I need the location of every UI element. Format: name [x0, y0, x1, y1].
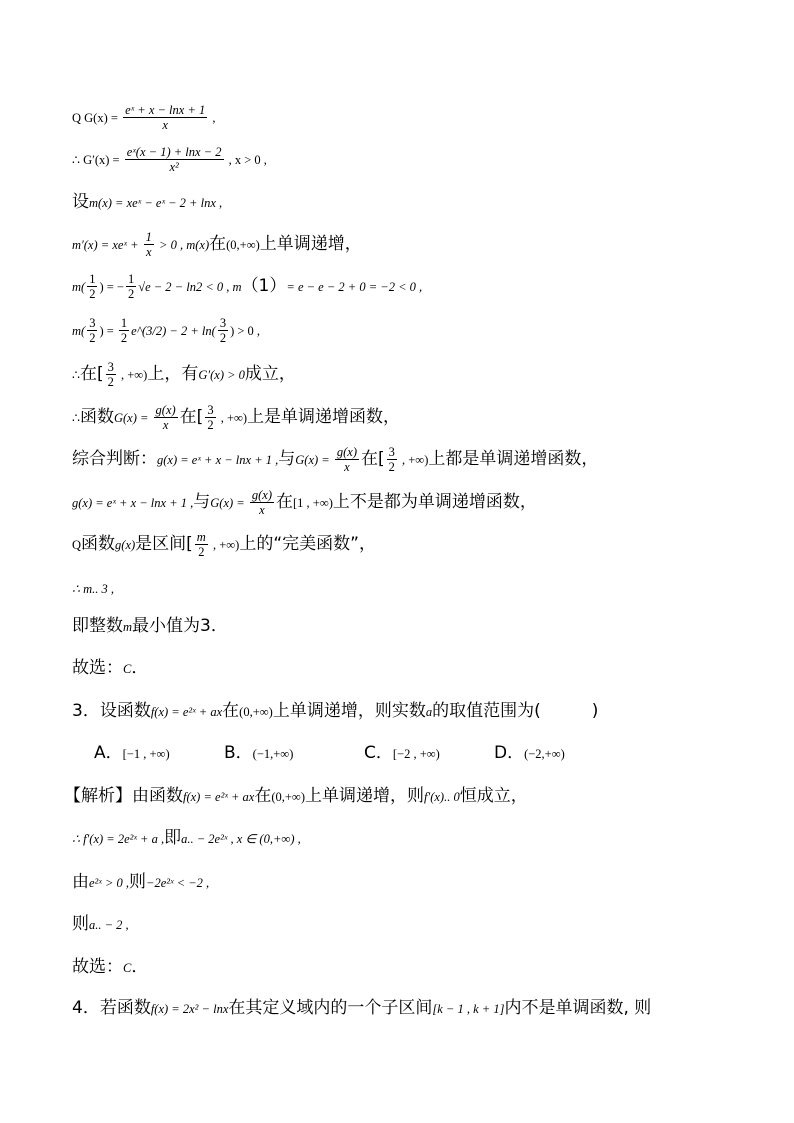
line-m-half: m( $\frac{1}{2}$ ) = − $\frac{1}{2}$ √e − 2 − ln2 < 0 , m（1）= e − e − 2 + 0 = −2 < 0 , [72, 272, 423, 301]
math-text: Q G(x) = [72, 111, 122, 125]
line-G-increasing: ∴函数G(x) = $\frac{g(x)}{x}$ 在[ $\frac{3}{2}$ , +∞)上是单调递增函数， [72, 403, 401, 432]
fraction: $\frac{\text{eˣ + x − lnx + 1}}{x}$ [125, 103, 206, 132]
question-3-options [94, 743, 565, 764]
option-d[interactable]: D．(−2,+∞) [494, 743, 565, 763]
line-answer-2: 故选：C． [72, 957, 149, 977]
solution-line-4: 则a.. − 2 , [72, 914, 129, 934]
option-c[interactable]: C．[−2 , +∞) [364, 743, 440, 763]
line-m-three-halves: m( $\frac{3}{2}$ ) = $\frac{1}{2}$ e^(3/2) − 2 + ln( $\frac{3}{2}$ ) > 0 , [72, 316, 261, 345]
line-m-ge-3: ∴ m.. 3 , [72, 582, 114, 596]
solution-line-1: 【解析】由函数f(x) = e²ˣ + ax在(0,+∞)上单调递增，则f′(x).. 0恒成立， [64, 786, 528, 806]
line-perfect-function: Q函数g(x)是区间[ $\frac{m}{2}$ , +∞)上的“完美函数”， [72, 530, 376, 559]
line-answer-1: 故选：C． [72, 658, 149, 678]
line-min-value: 即整数m最小值为3． [72, 616, 228, 636]
option-b[interactable]: B．(−1,+∞) [224, 743, 294, 763]
line-not-both-increasing: g(x) = eˣ + x − lnx + 1 ,与G(x) = $\frac{g(x)}{x}$ 在[1 , +∞)上不是都为单调递增函数， [72, 488, 537, 517]
line-combined-judgement: 综合判断：g(x) = eˣ + x − lnx + 1 ,与G(x) = $\frac{g(x)}{x}$ 在[ $\frac{3}{2}$ , +∞)上都是单调递增函数， [72, 445, 599, 474]
line-set-m: 设m(x) = xeˣ − eˣ − 2 + lnx , [72, 192, 223, 212]
solution-line-3: 由e²ˣ > 0 ,则−2e²ˣ < −2 , [72, 872, 210, 892]
solution-line-2: ∴ f′(x) = 2e²ˣ + a ,即a.. − 2e²ˣ , x ∈ (0,+∞) , [72, 828, 301, 848]
line-m-derivative: m′(x) = xeˣ + $\frac{1}{x}$ > 0 , m(x)在(0,+∞)上单调递增， [72, 230, 362, 259]
line-g-definition: Q G(x) = $\frac{\text{eˣ + x − lnx + 1}}{x}$ , [72, 103, 216, 132]
line-interval-positive: ∴在[ $\frac{3}{2}$ , +∞)上，有G′(x) > 0成立， [72, 360, 296, 389]
option-a[interactable]: A．[−1 , +∞) [94, 743, 170, 763]
question-4: 4．若函数f(x) = 2x² − lnx在其定义域内的一个子区间[k − 1 , k + 1]内不是单调函数, 则 [72, 998, 652, 1018]
question-3: 3．设函数f(x) = e²ˣ + ax在(0,+∞)上单调递增，则实数a的取值范围为( ) [72, 701, 599, 721]
fraction: $\frac{\text{eˣ(x − 1) + lnx − 2}}{\text{x²}}$ [126, 145, 222, 174]
line-g-derivative: ∴ G′(x) = $\frac{\text{eˣ(x − 1) + lnx − 2}}{\text{x²}}$ , x > 0 , [72, 145, 267, 174]
